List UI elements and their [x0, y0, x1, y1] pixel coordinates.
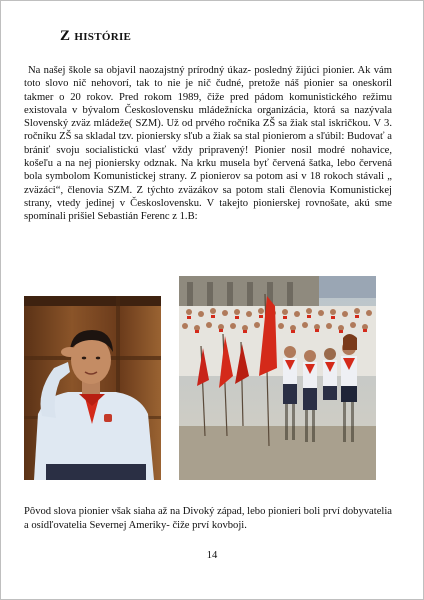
pioneer-parade-photo [179, 276, 376, 480]
closing-paragraph: Pôvod slova pionier však siaha až na Divoký západ, lebo pionieri boli prví dobyvatelia a osídľovatelia Severnej Ameriky- čiže prví kovboji. [24, 506, 392, 531]
body-paragraph: Na našej škole sa objavil naozajstný prírodný úkaz- posledný žijúci pionier. Ak vám toto slovo nič nehovorí, tak to nie je nič čudné, pretože náš pionier sa oneskoril takmer o 20 rokov. Pred rokom 1989, čiže pred pádom komunistického režimu existovala v bývalom Československu mládežnícka organizácia, ktorá sa nazývala Slovenský zväz mládeže( SZM). Už od prvého ročníka ZŠ sa žiak stal iskričkou. V 3. ročníku ZŠ sa skladal tzv. pioniersky sľub a žiak sa stal pionierom a sľúbil: Budovať a brániť svoju socialistickú vlasť vždy pripravený! Pionier nosil modré nohavice, košeľu a na nej pioniersky odznak. Na krku musela byť červená šatka, lebo červená bola symbolom Komunistickej strany. Z pionierov sa potom asi v 18 rokoch stávali „ zväzáci“, členovia SZM. Z týchto zväzákov sa potom stali členovia Komunistickej strany, vtedy jedinej v Československu. V takejto pionierskej rovnošate, akú sme spomínali prišiel Sebastián Ferenc z 1.B: [24, 65, 392, 223]
saluting-pioneer-photo [24, 296, 161, 480]
saluting-pioneer-illustration [24, 296, 161, 480]
page-number: 14 [206, 550, 218, 561]
pioneer-parade-illustration [179, 276, 376, 480]
page-title: Z histórie [60, 28, 132, 44]
